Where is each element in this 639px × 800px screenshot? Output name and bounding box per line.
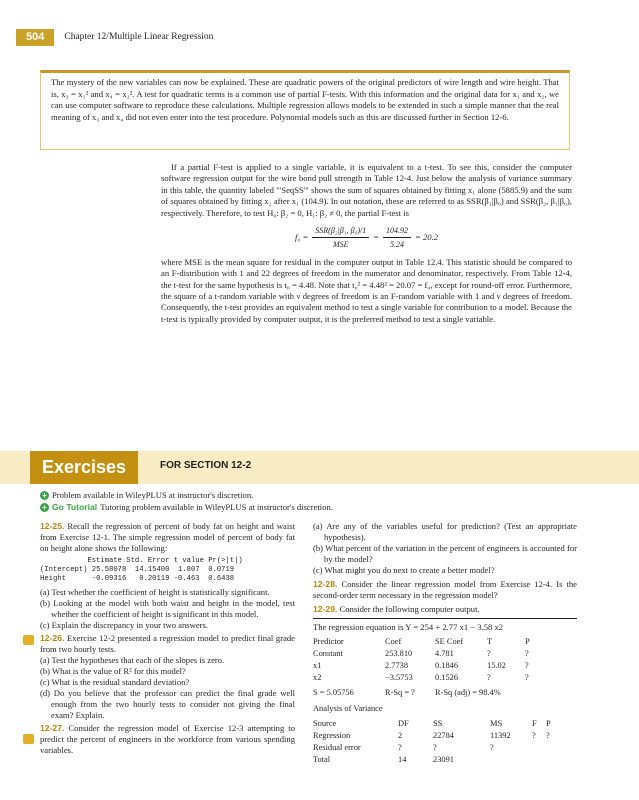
table-cell: ? bbox=[546, 731, 550, 740]
table-header-cell: Predictor bbox=[313, 637, 344, 646]
table-header-cell: Source bbox=[313, 719, 337, 728]
go-tutorial-tag: Go Tutorial bbox=[52, 502, 98, 512]
partial-f-equation bbox=[161, 225, 572, 251]
exercise-number: 12-28. bbox=[313, 579, 338, 589]
table-row bbox=[313, 672, 548, 684]
paragraph-2: where MSE is the mean square for residual in the computer output in Table 12.4. This statistic should be compared to an F-distribution with 1 and 22 degrees of freedom in the numerator and denominator, respectively. From Table 12-4, the t-test for the same hypothesis is t₀ = 4.48. Note that t₀² = 4.48² = 20.07 = f₀, except for round-off error. Furthermore, the square of a t-random variable with ν degrees of freedom is an F-random variable with 1 and ν degrees of freedom. Consequently, the t-test provides an equivalent method to test a single variable for contribution to a model. Because the t-test is typically provided by computer output, it is the preferred method to test a single variable. bbox=[161, 256, 572, 324]
table-cell: x2 bbox=[313, 673, 322, 682]
table-header-cell: F bbox=[532, 719, 537, 728]
exercise-part: (b) What is the value of R² for this model? bbox=[40, 666, 186, 676]
table-row bbox=[313, 754, 563, 766]
exercises-tab: Exercises bbox=[30, 451, 138, 484]
table-header-cell: SS bbox=[433, 719, 443, 728]
eq-equals: = bbox=[373, 232, 380, 243]
table-row bbox=[313, 730, 563, 742]
fit-summary bbox=[313, 687, 577, 698]
divider bbox=[313, 618, 577, 619]
box-text: The mystery of the new variables can now be explained. These are quadratic powers of the original predictors of wire length and wire height. That is, x₃ = x₁² and x₄ = x₂². A test for quadratic terms is a common use of partial F-tests. With this information and the original data for x₁ and x₂, we can use computer software to reproduce these calculations. Multiple regression allows models to be extended in such a simple manner that the real meaning of x₃ and x₄ did not even enter into the test procedure. Polynomial models such as this are discussed further in Section 12-6. bbox=[51, 77, 559, 122]
table-cell: 4.781 bbox=[435, 649, 454, 658]
table-cell: Total bbox=[313, 755, 331, 764]
eq-result: = 20.2 bbox=[415, 232, 439, 243]
table-cell bbox=[546, 754, 563, 766]
table-cell: 14 bbox=[398, 755, 407, 764]
table-row bbox=[313, 660, 548, 672]
table-cell: ? bbox=[525, 673, 529, 682]
table-header-row bbox=[313, 718, 563, 730]
anova-title: Analysis of Variance bbox=[313, 704, 383, 713]
table-cell: ? bbox=[487, 649, 491, 658]
exercise-part: (d) Do you believe that the professor can predict the final grade well enough from the two hourly tests to consider not giving the final exam? Explain. bbox=[40, 688, 295, 720]
section-label: FOR SECTION 12-2 bbox=[160, 460, 252, 471]
table-cell: −3.5753 bbox=[385, 673, 413, 682]
legend-item-wileyplus bbox=[40, 490, 333, 501]
eq-lhs: f₀ = bbox=[294, 232, 309, 243]
table-cell: ? bbox=[487, 673, 491, 682]
table-header-cell: Coef bbox=[385, 637, 402, 646]
table-cell: ? bbox=[398, 743, 402, 752]
table-cell: ? bbox=[525, 649, 529, 658]
table-header-cell: P bbox=[525, 637, 530, 646]
table-row bbox=[313, 648, 548, 660]
legend-text-2: Tutoring problem available in WileyPLUS at instructor's discretion. bbox=[100, 502, 333, 512]
body-text bbox=[161, 162, 572, 325]
table-cell bbox=[532, 754, 546, 766]
exercise-part: (a) Test whether the coefficient of height is statistically significant. bbox=[40, 587, 270, 597]
exercise-part: (a) Test the hypotheses that each of the slopes is zero. bbox=[40, 655, 225, 665]
table-cell: ? bbox=[433, 743, 437, 752]
table-cell: ? bbox=[490, 743, 494, 752]
exercise-text: Consider the linear regression model from Exercise 12-4. Is the second-order term necessary in the regression model? bbox=[313, 579, 577, 600]
table-header-cell: P bbox=[546, 719, 551, 728]
table-cell: 0.1846 bbox=[435, 661, 459, 670]
table-cell: Regression bbox=[313, 731, 351, 740]
exercise-text: Consider the regression model of Exercise 12-3 attempting to predict the percent of engineers in the workforce from various spending variables. bbox=[40, 723, 295, 755]
exercise-12-25 bbox=[40, 521, 295, 554]
table-cell: ? bbox=[525, 661, 529, 670]
table-cell: 11392 bbox=[490, 731, 511, 740]
table-header-row bbox=[313, 636, 548, 648]
table-header-cell: SE Coef bbox=[435, 637, 464, 646]
exercise-part: (c) What might you do next to create a better model? bbox=[313, 565, 495, 575]
coefficient-table bbox=[313, 636, 548, 684]
table-cell: x1 bbox=[313, 661, 322, 670]
table-cell: 23091 bbox=[433, 755, 454, 764]
table-cell: 15.02 bbox=[487, 661, 506, 670]
table-cell: 2.7738 bbox=[385, 661, 409, 670]
regression-equation: The regression equation is Y = 254 + 2.77 x1 − 3.58 x2 bbox=[313, 622, 504, 632]
paragraph-1: If a partial F-test is applied to a single variable, it is equivalent to a t-test. To see this, consider the computer software regression output for the wire bond pull strength in Table 12-4. Just below the analysis of variance summary in this table, the quantity labeled "'SeqSS'" shows the sum of squares obtained by fitting x₁ alone (5885.9) and the sum of squares obtained by fitting x₂ after x₁ (104.9). In out notation, these are referred to as SSR(β₁|β₀) and SSR(β₂, β₁|β₀), respectively. Therefore, to test H₀: β₂ = 0, H₁: β₂ ≠ 0, the partial F-test is bbox=[161, 162, 572, 218]
table-cell: ? bbox=[532, 731, 536, 740]
table-cell: Residual error bbox=[313, 743, 361, 752]
exercise-number: 12-29. bbox=[313, 604, 338, 614]
exercise-part: (b) What percent of the variation in the percent of engineers is accounted for by the model? bbox=[313, 543, 577, 564]
table-row bbox=[313, 742, 563, 754]
eq-denominator-1: MSE bbox=[332, 240, 349, 250]
page-number: 504 bbox=[16, 29, 54, 46]
exercise-12-28 bbox=[313, 579, 577, 601]
r-sq: R-Sq = ? bbox=[385, 688, 415, 697]
table-cell: 22784 bbox=[433, 731, 454, 740]
plus-circle-icon: + bbox=[40, 503, 49, 512]
table-cell: 2 bbox=[398, 731, 403, 740]
plus-circle-icon: + bbox=[40, 491, 49, 500]
legend bbox=[40, 490, 333, 514]
legend-item-tutorial bbox=[40, 502, 333, 513]
chapter-title: Chapter 12/Multiple Linear Regression bbox=[64, 32, 214, 42]
exercise-part: (a) Are any of the variables useful for prediction? (Test an appropriate hypothesis). bbox=[313, 521, 577, 542]
page-header bbox=[16, 28, 213, 46]
exercise-12-27 bbox=[40, 723, 295, 756]
s-value: S = 5.05756 bbox=[313, 688, 354, 697]
r-sq-adj: R-Sq (adj) = 98.4% bbox=[435, 688, 501, 697]
exercise-12-26 bbox=[40, 633, 295, 655]
table-cell: 0.1526 bbox=[435, 673, 459, 682]
exercise-part: (c) What is the residual standard deviation? bbox=[40, 677, 190, 687]
table-cell: Constant bbox=[313, 649, 343, 658]
exercise-number: 12-27. bbox=[40, 723, 65, 733]
table-header-cell: T bbox=[487, 637, 493, 646]
exercise-text: Consider the following computer output. bbox=[339, 604, 480, 614]
table-cell bbox=[532, 742, 546, 754]
anova-table bbox=[313, 718, 563, 766]
table-cell bbox=[546, 742, 563, 754]
eq-fraction-1 bbox=[312, 225, 369, 251]
highlight-box bbox=[40, 70, 570, 150]
left-column bbox=[40, 521, 295, 756]
r-output: Estimate Std. Error t value Pr(>|t|) (Intercept) 25.58078 14.15400 1.807 0.0719 Height -0.09316 0.20119 -0.463 0.6438 bbox=[40, 557, 243, 583]
table-header-cell: DF bbox=[398, 719, 409, 728]
eq-fraction-2 bbox=[383, 225, 411, 251]
eq-denominator-2: 5.24 bbox=[390, 240, 405, 250]
right-column bbox=[313, 521, 577, 766]
book-icon bbox=[23, 734, 34, 744]
book-icon bbox=[23, 635, 34, 645]
exercise-part: (c) Explain the discrepancy in your two answers. bbox=[40, 620, 209, 630]
legend-text-1: Problem available in WileyPLUS at instructor's discretion. bbox=[52, 490, 254, 500]
exercise-text: Exercise 12-2 presented a regression model to predict final grade from two hourly tests. bbox=[40, 633, 295, 654]
table-header-cell: MS bbox=[490, 719, 503, 728]
table-cell: 253.810 bbox=[385, 649, 413, 658]
exercise-12-29 bbox=[313, 604, 577, 615]
exercise-number: 12-25. bbox=[40, 521, 65, 531]
table-cell bbox=[490, 754, 532, 766]
eq-numerator-1: SSR(β₂|β₁, β₀)/1 bbox=[312, 225, 369, 238]
exercise-text: Recall the regression of percent of body fat on height and waist from Exercise 12-1. The simple regression model of percent of body fat on height alone shows the following: bbox=[40, 521, 295, 553]
eq-numerator-2: 104.92 bbox=[383, 225, 411, 238]
exercise-part: (b) Looking at the model with both waist and height in the model, test whether the coefficient of height is significant in this model. bbox=[40, 598, 295, 619]
exercise-number: 12-26. bbox=[40, 633, 65, 643]
